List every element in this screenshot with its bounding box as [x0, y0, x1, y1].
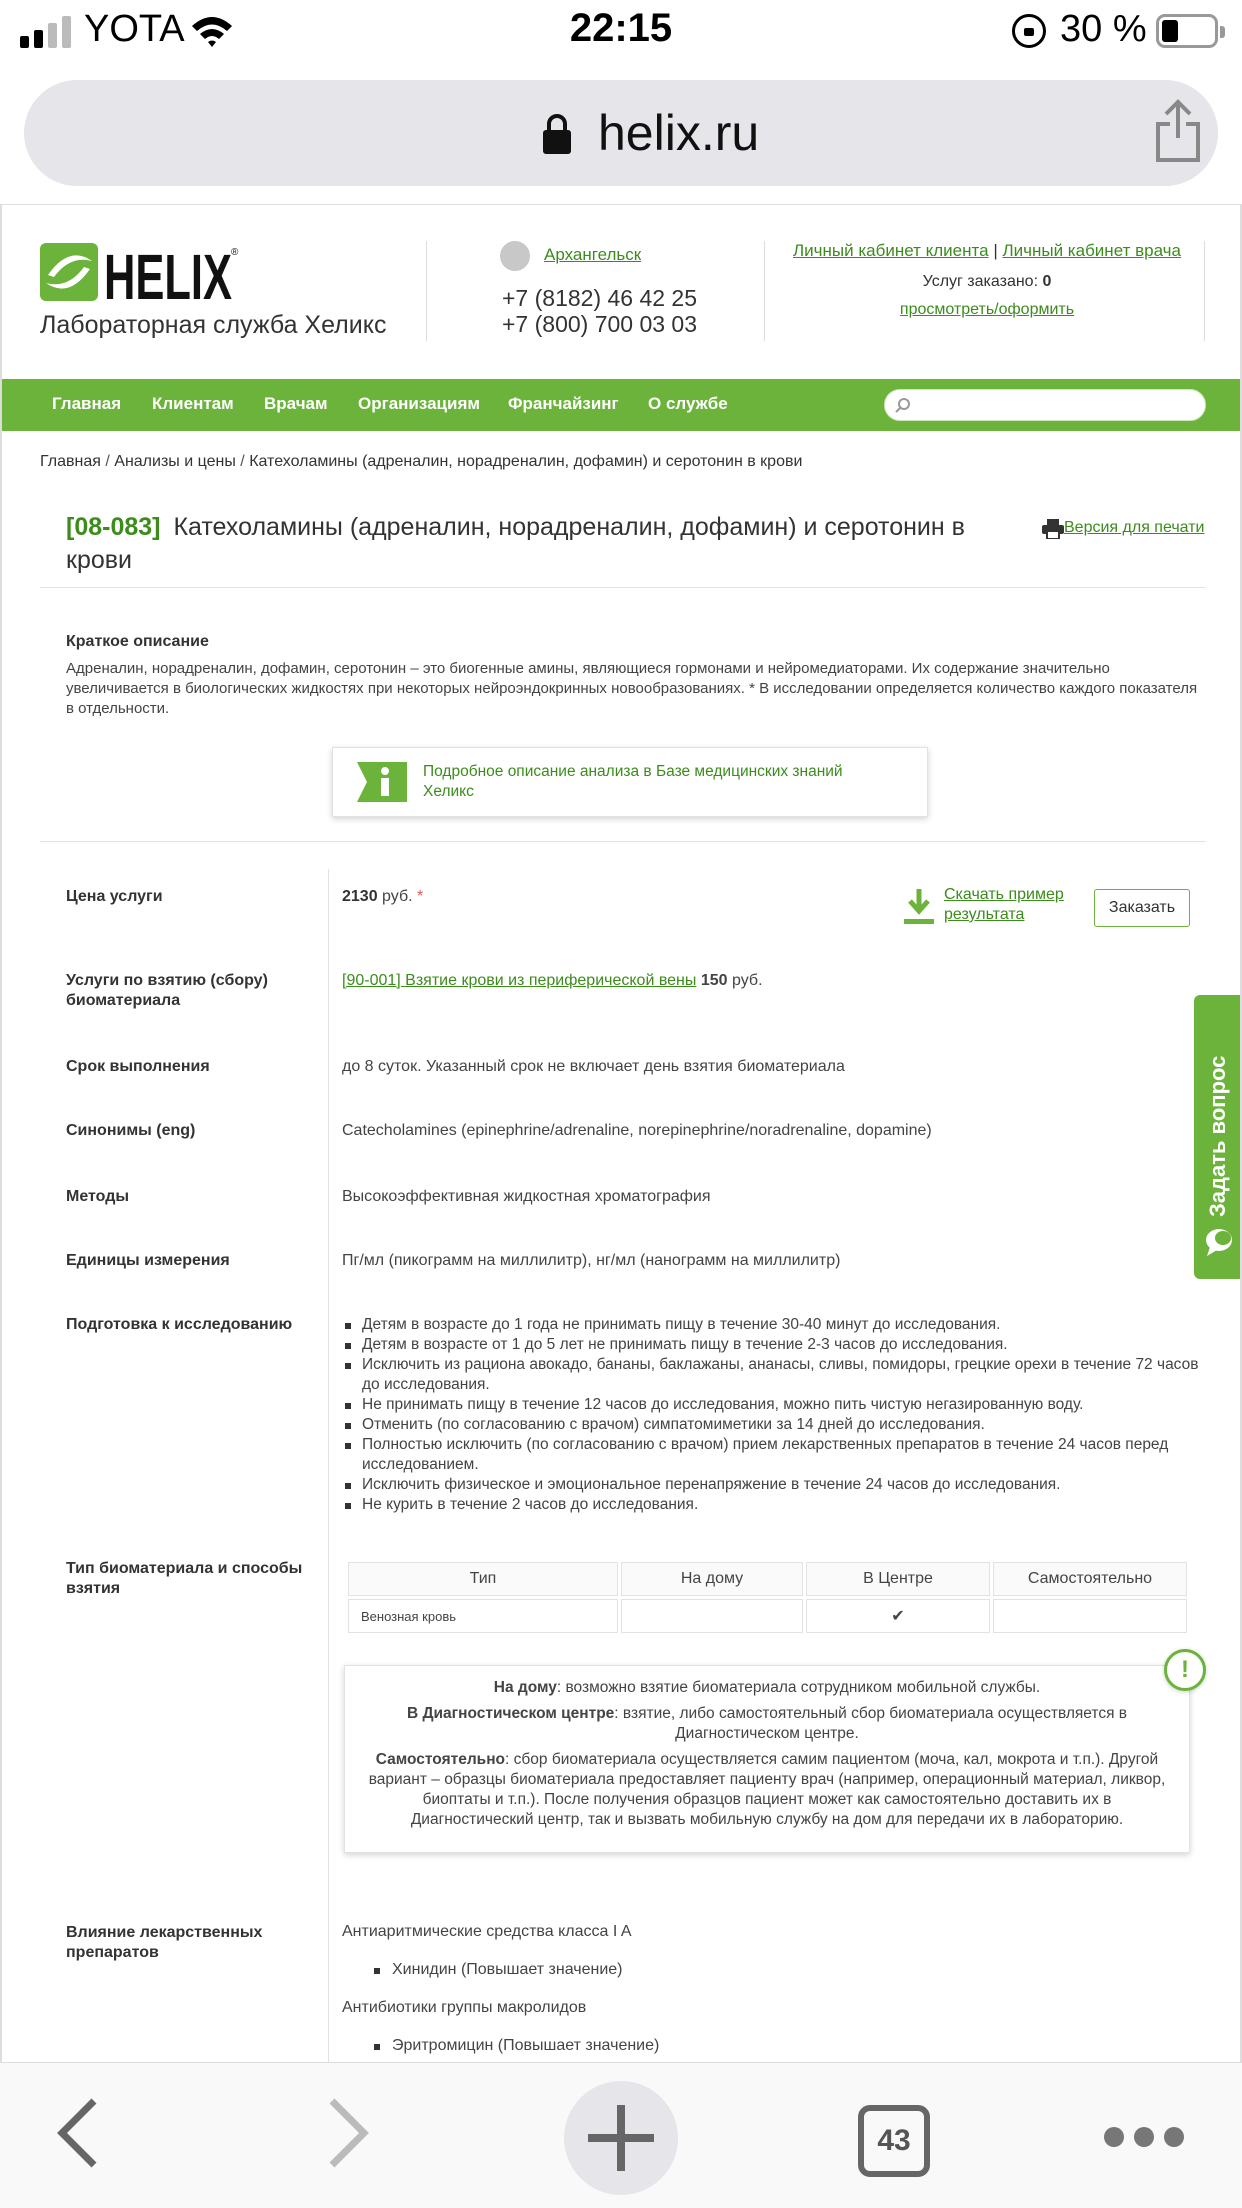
city-link[interactable]: Архангельск	[544, 245, 642, 264]
cabinet-links	[762, 241, 1212, 261]
list-item: Детям в возрасте от 1 до 5 лет не принимать пищу в течение 2-3 часов до исследования.	[342, 1335, 1202, 1355]
breadcrumb-current: Катехоламины (адреналин, норадреналин, дофамин) и серотонин в крови	[249, 453, 803, 470]
status-bar	[0, 0, 1242, 62]
breadcrumb-separator: /	[105, 453, 110, 470]
battery-icon	[1156, 14, 1218, 48]
share-icon[interactable]	[1152, 98, 1204, 162]
lock-icon	[542, 114, 572, 154]
synonyms-label: Синонимы (eng)	[66, 1122, 196, 1139]
nav-item-doctors[interactable]: Врачам	[264, 394, 328, 413]
list-item: Исключить физическое и эмоциональное перенапряжение в течение 24 часов до исследования.	[342, 1475, 1202, 1495]
new-tab-button[interactable]	[564, 2081, 678, 2195]
methods-value: Высокоэффективная жидкостная хроматография	[342, 1188, 711, 1205]
nav-item-home[interactable]: Главная	[52, 394, 122, 413]
printer-icon[interactable]	[1042, 519, 1064, 539]
breadcrumb-item[interactable]: Главная	[40, 453, 101, 470]
page-title	[66, 511, 1026, 577]
term-label: Срок выполнения	[66, 1058, 210, 1075]
breadcrumb-separator: /	[240, 453, 245, 470]
phone-number[interactable]: +7 (800) 700 03 03	[502, 311, 698, 337]
biomaterial-value	[342, 971, 1202, 991]
info-self: Самостоятельно: сбор биоматериала осуществляется самим пациентом (моча, кал, мокрота и т.п.). Другой вариант – образцы биоматериала предоставляет пациенту врач (например, операционный материал, ликвор, биоптаты и т.п.). После получения образцов пациент может как самостоятельно доставить их в Диагностический центр, так и вызвать мобильную службу на дом для передачи их в лабораторию.	[368, 1751, 1166, 1828]
drug-item: Хинидин (Повышает значение)	[392, 1961, 623, 1978]
column-divider	[328, 869, 329, 2062]
price-label: Цена услуги	[66, 888, 163, 905]
biomaterial-info-box	[344, 1665, 1190, 1853]
back-icon[interactable]	[56, 2097, 100, 2169]
units-label: Единицы измерения	[66, 1252, 230, 1269]
table-header: Самостоятельно	[993, 1562, 1187, 1596]
download-sample-link[interactable]: Скачать пример результата	[944, 886, 1064, 923]
biomaterial-table	[345, 1559, 1190, 1636]
table-header: На дому	[621, 1562, 803, 1596]
url-text: helix.ru	[598, 105, 760, 161]
view-order-link[interactable]: просмотреть/оформить	[899, 301, 1075, 318]
download-icon[interactable]	[902, 889, 936, 925]
helix-logo[interactable]	[40, 241, 240, 309]
table-cell	[993, 1599, 1187, 1633]
list-item: Не принимать пищу в течение 12 часов до исследования, можно пить чистую негазированную воду.	[342, 1395, 1202, 1415]
synonyms-value: Catecholamines (epinephrine/adrenaline, norepinephrine/noradrenaline, dopamine)	[342, 1122, 932, 1139]
search-icon	[895, 397, 911, 413]
nav-item-about[interactable]: О службе	[648, 394, 728, 413]
drug-item: Эритромицин (Повышает значение)	[392, 2037, 660, 2054]
table-header: Тип	[348, 1562, 618, 1596]
breadcrumb	[40, 453, 802, 471]
price-value	[342, 887, 742, 907]
print-version-link[interactable]: Версия для печати	[1064, 519, 1205, 536]
list-item: Исключить из рациона авокадо, бананы, баклажаны, ананасы, сливы, помидоры, грецкие орехи в течение 72 часов до исследования.	[342, 1355, 1202, 1395]
svg-text:®: ®	[231, 247, 239, 258]
ordered-label: Услуг заказано:	[922, 273, 1039, 290]
checkmark-icon: ✔	[806, 1599, 990, 1633]
info-home: На дому: возможно взятие биоматериала сотрудником мобильной службы.	[493, 1679, 1041, 1696]
knowledge-base-link[interactable]	[332, 747, 928, 817]
drug-group: Антиаритмические средства класса I A	[342, 1923, 632, 1940]
price-currency: руб.	[382, 888, 413, 905]
cabinet-separator: |	[993, 241, 998, 260]
carrier-name: YOTA	[84, 8, 185, 50]
biomaterial-currency: руб.	[732, 972, 763, 989]
table-cell	[621, 1599, 803, 1633]
preparation-list	[342, 1315, 1202, 1515]
breadcrumb-item[interactable]: Анализы и цены	[114, 453, 236, 470]
order-button[interactable]: Заказать	[1094, 889, 1190, 927]
forward-icon[interactable]	[326, 2097, 370, 2169]
price-amount: 2130	[342, 888, 378, 905]
list-item: Детям в возрасте до 1 года не принимать пищу в течение 30-40 минут до исследования.	[342, 1315, 1202, 1335]
globe-icon	[500, 241, 530, 271]
biomaterial-service-link[interactable]: [90-001] Взятие крови из периферической вены	[342, 972, 697, 989]
svg-text:HELIX: HELIX	[104, 241, 233, 309]
ordered-value: 0	[1042, 273, 1052, 290]
preparation-label: Подготовка к исследованию	[66, 1316, 293, 1333]
list-item: Не курить в течение 2 часов до исследования.	[342, 1495, 1202, 1515]
web-page	[0, 204, 1242, 2062]
ask-question-label: Задать вопрос	[1205, 1055, 1230, 1217]
logo-subtitle: Лабораторная служба Хеликс	[40, 311, 387, 339]
list-item: Отменить (по согласованию с врачом) симпатомиметики за 14 дней до исследования.	[342, 1415, 1202, 1435]
ask-question-tab[interactable]	[1194, 995, 1242, 1279]
list-item: Полностью исключить (по согласованию с врачом) прием лекарственных препаратов в течение 24 часов перед исследованием.	[342, 1435, 1202, 1475]
address-bar[interactable]	[24, 80, 1218, 186]
nav-item-franchising[interactable]: Франчайзинг	[508, 394, 619, 413]
divider	[40, 841, 1206, 842]
description-heading: Краткое описание	[66, 633, 209, 650]
main-nav	[2, 379, 1242, 431]
info-icon	[357, 762, 407, 802]
info-center: В Диагностическом центре: взятие, либо самостоятельный сбор биоматериала осуществляется в Диагностическом центре.	[406, 1705, 1128, 1742]
ordered-count	[762, 273, 1212, 291]
test-code: [08-083]	[66, 513, 161, 541]
clock: 22:15	[569, 6, 673, 50]
nav-item-organizations[interactable]: Организациям	[358, 394, 480, 413]
more-icon[interactable]	[1104, 2127, 1184, 2147]
phone-number[interactable]: +7 (8182) 46 42 25	[502, 285, 698, 311]
battery-percent: 30 %	[1060, 8, 1147, 50]
rotation-lock-icon	[1012, 14, 1046, 48]
description-text: Адреналин, норадреналин, дофамин, серотонин – это биогенные амины, являющиеся гормонами и нейромедиаторами. Их содержание значительно увеличивается в биологических жидкостях при некоторых нейроэндокринных новообразованиях. * В исследовании определяется количество каждого показателя в отдельности.	[66, 660, 1198, 717]
divider	[40, 587, 1206, 588]
table-header: В Центре	[806, 1562, 990, 1596]
client-cabinet-link[interactable]: Личный кабинет клиента	[793, 241, 989, 260]
drug-group: Антибиотики группы макролидов	[342, 1999, 587, 2016]
knowledge-base-text: Подробное описание анализа в Базе медицинских знаний Хеликс	[423, 763, 843, 800]
doctor-cabinet-link[interactable]: Личный кабинет врача	[1002, 241, 1181, 260]
header-divider	[426, 241, 427, 341]
biomaterial-price: 150	[700, 972, 728, 989]
table-header-row	[348, 1562, 1187, 1596]
search-input[interactable]	[884, 389, 1206, 421]
plus-icon	[564, 2081, 678, 2195]
drugs-label: Влияние лекарственных препаратов	[66, 1924, 263, 1961]
units-value: Пг/мл (пикограмм на миллилитр), нг/мл (нанограмм на миллилитр)	[342, 1252, 841, 1269]
term-value: до 8 суток. Указанный срок не включает день взятия биоматериала	[342, 1058, 845, 1075]
browser-toolbar	[0, 2062, 1242, 2208]
biomaterial-type-label: Тип биоматериала и способы взятия	[66, 1560, 303, 1597]
test-title: Катехоламины (адреналин, норадреналин, дофамин) и серотонин в крови	[66, 513, 965, 574]
biomaterial-label: Услуги по взятию (сбору) биоматериала	[66, 972, 268, 1009]
chat-icon	[1204, 1227, 1234, 1257]
exclamation-icon[interactable]: !	[1164, 1649, 1206, 1691]
table-row	[348, 1599, 1187, 1633]
table-cell: Венозная кровь	[348, 1599, 618, 1633]
tabs-button[interactable]: 43	[858, 2105, 930, 2177]
methods-label: Методы	[66, 1188, 130, 1205]
price-footnote-star: *	[417, 888, 424, 905]
nav-item-clients[interactable]: Клиентам	[152, 394, 234, 413]
